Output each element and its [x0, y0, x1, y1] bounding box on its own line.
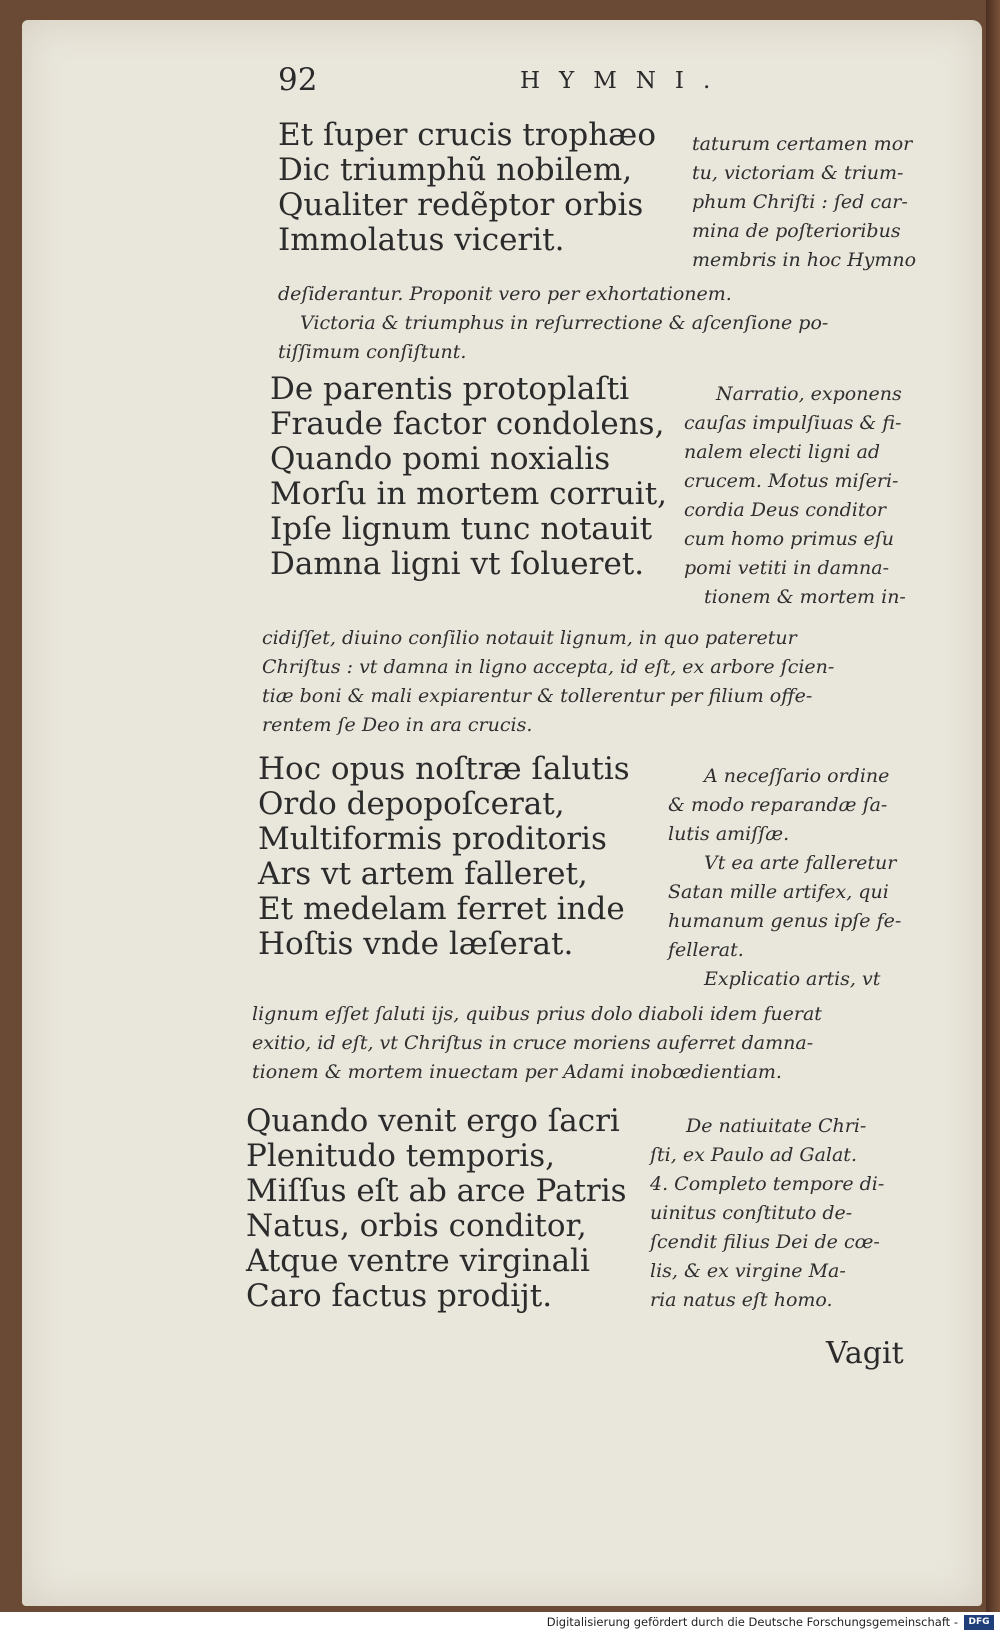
verse-line: Caro factus prodijt.	[246, 1278, 553, 1314]
gloss-line: fellerat.	[668, 939, 744, 961]
gloss-line: ria natus eſt homo.	[650, 1289, 833, 1311]
gloss-line: tiſſimum conſiſtunt.	[278, 341, 467, 363]
gloss-line: phum Chriſti : ſed car-	[692, 191, 908, 213]
verse-line: De parentis protoplaſti	[270, 371, 630, 407]
gloss-line: exitio, id eſt, vt Chriſtus in cruce moriens auferret damna-	[252, 1032, 814, 1054]
verse-line: Quando venit ergo ſacri	[246, 1103, 620, 1139]
verse-line: Et medelam ferret inde	[258, 891, 625, 927]
stanza-2-full-gloss	[262, 624, 834, 740]
stanza-3-full-gloss	[252, 1000, 822, 1087]
gloss-line: cidiſſet, diuino conſilio notauit lignum, in quo pateretur	[262, 627, 797, 649]
gloss-line: lignum eſſet ſaluti ijs, quibus prius dolo diaboli idem fuerat	[252, 1003, 822, 1025]
gloss-line: tu, victoriam & trium-	[692, 162, 904, 184]
verse-line: Qualiter redẽptor orbis	[278, 187, 644, 223]
verse-line: Plenitudo temporis,	[246, 1138, 555, 1174]
gloss-line: tionem & mortem inuectam per Adami inobœdientiam.	[252, 1061, 782, 1083]
running-title: HYMNI.	[520, 68, 730, 94]
gloss-line: ſti, ex Paulo ad Galat.	[650, 1144, 857, 1166]
gloss-line: deſiderantur. Proponit vero per exhortationem.	[278, 283, 732, 305]
gloss-line: Narratio, exponens	[716, 383, 902, 405]
verse-line: Ordo depopoſcerat,	[258, 786, 565, 822]
gloss-line: cordia Deus conditor	[684, 499, 886, 521]
verse-line: Multiformis proditoris	[258, 821, 607, 857]
stanza-1-full-gloss	[278, 280, 828, 367]
verse-line: Miſſus eſt ab arce Patris	[246, 1173, 627, 1209]
gloss-line: humanum genus ipſe fe-	[668, 910, 902, 932]
verse-line: Hoſtis vnde læſerat.	[258, 926, 574, 962]
gloss-line: A neceſſario ordine	[704, 765, 890, 787]
gloss-line: pomi vetiti in damna-	[684, 557, 890, 579]
gloss-line: taturum certamen mor	[692, 133, 913, 155]
gloss-line: Chriſtus : vt damna in ligno accepta, id eſt, ex arbore ſcien-	[262, 656, 835, 678]
gloss-line: rentem ſe Deo in ara crucis.	[262, 714, 533, 736]
gloss-line: tiæ boni & mali expiarentur & tollerentur per filium offe-	[262, 685, 813, 707]
gloss-line: & modo reparandæ ſa-	[668, 794, 888, 816]
stanza-3-verse	[258, 752, 630, 962]
gloss-line: mina de poſterioribus	[692, 220, 901, 242]
gloss-line: Victoria & triumphus in reſurrectione & aſcenſione po-	[300, 312, 829, 334]
verse-line: Et ſuper crucis trophæo	[278, 117, 656, 153]
gloss-line: cum homo primus eſu	[684, 528, 894, 550]
funding-credit: Digitalisierung gefördert durch die Deutsche Forschungsgemeinschaft -	[546, 1615, 958, 1629]
gloss-line: Explicatio artis, vt	[704, 968, 881, 990]
stanza-2-verse	[270, 372, 667, 582]
gloss-line: De natiuitate Chri-	[686, 1115, 867, 1137]
gloss-line: ſcendit filius Dei de cœ-	[650, 1231, 880, 1253]
gloss-line: Satan mille artifex, qui	[668, 881, 889, 903]
verse-line: Ipſe lignum tunc notauit	[270, 511, 653, 547]
dfg-logo-icon: DFG	[964, 1615, 994, 1630]
stanza-3-side-gloss	[668, 762, 901, 994]
verse-line: Morſu in mortem corruit,	[270, 476, 668, 512]
gloss-line: membris in hoc Hymno	[692, 249, 917, 271]
digitization-footer	[0, 1612, 1000, 1635]
verse-line: Atque ventre virginali	[246, 1243, 590, 1279]
verse-line: Damna ligni vt ſolueret.	[270, 546, 645, 582]
gloss-line: lutis amiſſæ.	[668, 823, 790, 845]
gloss-line: nalem electi ligni ad	[684, 441, 881, 463]
verse-line: Hoc opus noſtræ ſalutis	[258, 751, 630, 787]
gloss-line: 4. Completo tempore di-	[650, 1173, 885, 1195]
verse-line: Immolatus vicerit.	[278, 222, 565, 258]
verse-line: Natus, orbis conditor,	[246, 1208, 587, 1244]
catchword: Vagit	[826, 1336, 904, 1371]
verse-line: Dic triumphũ nobilem,	[278, 152, 633, 188]
stanza-1-side-gloss	[692, 130, 916, 275]
stanza-4-verse	[246, 1104, 627, 1314]
gloss-line: crucem. Motus miſeri-	[684, 470, 899, 492]
gloss-line: Vt ea arte falleretur	[704, 852, 897, 874]
running-header	[0, 62, 1000, 112]
verse-line: Ars vt artem falleret,	[258, 856, 588, 892]
stanza-4-side-gloss	[650, 1112, 884, 1315]
gloss-line: tionem & mortem in-	[704, 586, 906, 608]
stanza-2-side-gloss	[684, 380, 906, 612]
gloss-line: lis, & ex virgine Ma-	[650, 1260, 846, 1282]
gloss-line: cauſas impulſiuas & fi-	[684, 412, 902, 434]
stanza-1-verse	[278, 118, 656, 258]
gloss-line: uinitus conſtituto de-	[650, 1202, 853, 1224]
page-number: 92	[278, 62, 318, 98]
verse-line: Fraude factor condolens,	[270, 406, 665, 442]
verse-line: Quando pomi noxialis	[270, 441, 611, 477]
